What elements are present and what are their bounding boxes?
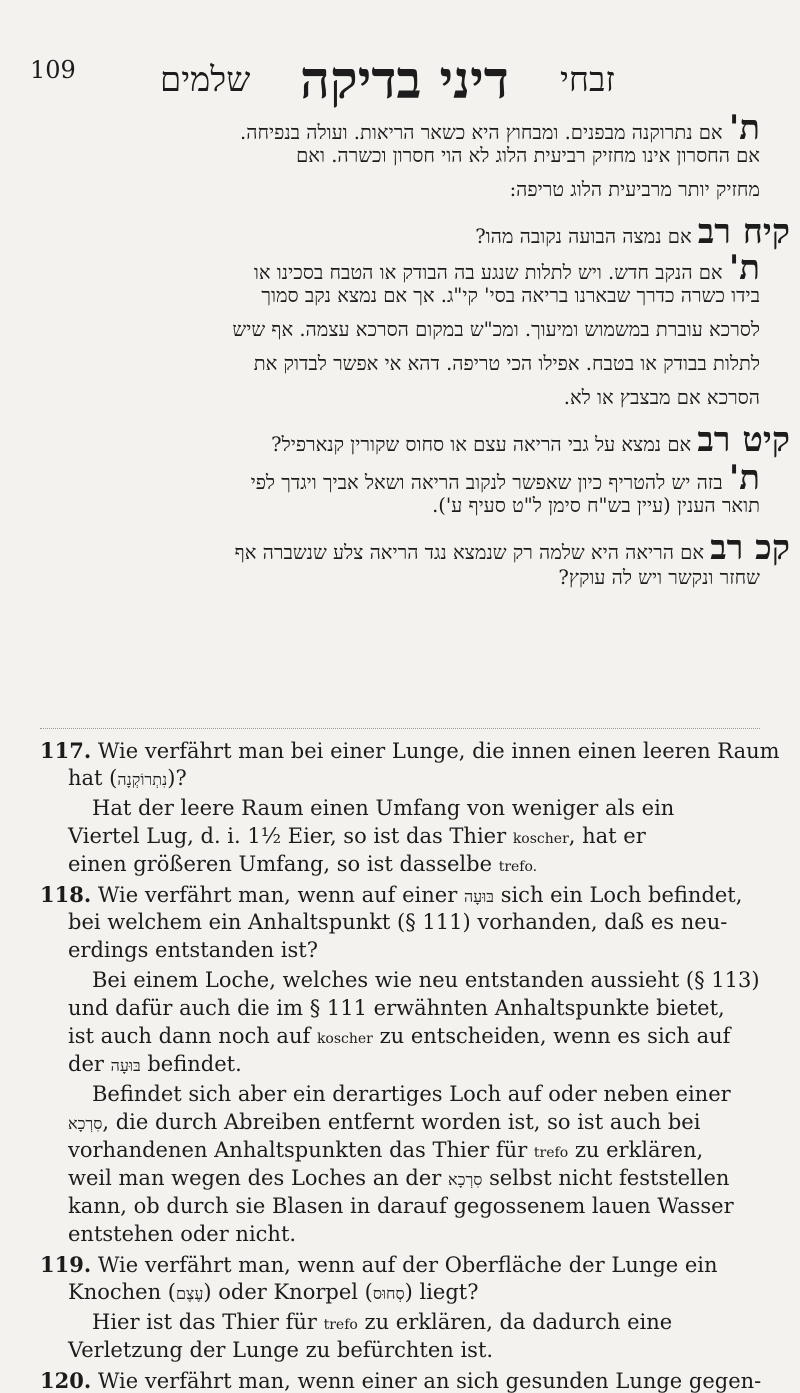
hebrew-text: שחזר ונקשר ויש לה עוקץ? [558,566,760,589]
hebrew-text: בידו כשרה כדרך שבארנו בריאה בסי' קי"ג. אך אם נמצא נקב סמוך [261,284,760,307]
hebrew-label: ת' [728,108,760,148]
answer-119: Verletzung der Lunge zu befürchten ist. [68,1338,494,1362]
question-120: 120. Wie verfährt man, wenn einer an sich gesunden Lunge gegen- [40,1368,762,1393]
answer-117: Viertel Lug, d. i. 1½ Eier, so ist das Thier koscher, hat er [68,824,646,848]
answer-118: weil man wegen des Loches an der סִרְכָא selbst nicht feststellen [68,1166,730,1190]
hebrew-label: ת' [728,248,760,288]
question-117-cont: hat (נִתְרוֹקְנָה)? [68,766,187,790]
hebrew-text: הסרכא אם מבצבץ או לא. [563,386,760,409]
hebrew-text: מחזיק יותר מרביעית הלוג טריפה: [509,178,760,201]
hebrew-label: קכ רב [710,528,790,568]
hebrew-line [251,458,760,498]
hebrew-text: לתלות בבודק או בטבח. אפילו הכי טריפה. דהא אי אפשר לבדוק את [253,352,760,375]
hebrew-line [254,248,760,288]
answer-119: Hier ist das Thier für trefo zu erklären, da dadurch eine [92,1310,673,1334]
answer-118: סִרְכָא, die durch Abreiben entfernt worden ist, so ist auch bei [68,1110,701,1134]
hebrew-label: קיט רב [697,420,790,460]
hebrew-line [271,420,790,460]
answer-118: kann, ob durch sie Blasen in darauf gegossenem lauen Wasser [68,1194,734,1218]
answer-118: der בּוּעָה befindet. [68,1052,242,1076]
answer-118: Befindet sich aber ein derartiges Loch auf oder neben einer [92,1082,731,1106]
page-number: 109 [30,56,76,84]
hebrew-line [232,318,760,342]
page-title: דיני בדיקה [300,50,509,111]
hebrew-text: תואר הענין (עיין בש"ח סימן ל"ט סעיף ע'). [432,494,760,517]
header-right-word: זבחי [560,60,615,100]
hebrew-text: אם החסרון אינו מחזיק רביעית הלוג לא הוי חסרון וכשרה. ואם [296,144,760,167]
hebrew-text: אם נתרוקנה מבפנים. ומבחוץ היא כשאר הריאות. ועולה בנפיחה. [240,121,723,144]
question-118-cont: bei welchem ein Anhaltspunkt (§ 111) vorhanden, daß es neu- [68,910,728,934]
answer-118: entstehen oder nicht. [68,1222,297,1246]
hebrew-text: לסרכא עוברת במשמוש ומיעוך. ומכ"ש במקום הסרכא עצמה. אף שיש [232,318,760,341]
hebrew-label: ת' [728,458,760,498]
header-left-word: שלמים [160,60,251,100]
hebrew-line [510,178,760,202]
question-118-cont: erdings entstanden ist? [68,938,318,962]
answer-118: und dafür auch die im § 111 erwähnten Anhaltspunkte bietet, [68,996,725,1020]
hebrew-label: קיח רב [697,212,790,252]
hebrew-text: אם נמצא על גבי הריאה עצם או סחוס שקורין קנארפיל? [271,433,692,456]
hebrew-line [432,494,760,518]
question-118: 118. Wie verfährt man, wenn auf einer בּוּעָה sich ein Loch befindet, [40,882,743,907]
hebrew-line [296,144,760,168]
question-119-cont: Knochen (עֶצֶם) oder Knorpel (סְחוּס) liegt? [68,1280,479,1304]
hebrew-line [564,386,760,410]
hebrew-line [475,212,790,252]
question-119: 119. Wie verfährt man, wenn auf der Oberfläche der Lunge ein [40,1252,718,1277]
answer-117: einen größeren Umfang, so ist dasselbe trefo. [68,852,538,876]
hebrew-line [261,284,760,308]
hebrew-line [235,528,790,568]
answer-118: ist auch dann noch auf koscher zu entscheiden, wenn es sich auf [68,1024,731,1048]
question-117: 117. Wie verfährt man bei einer Lunge, die innen einen leeren Raum [40,738,780,763]
answer-117: Hat der leere Raum einen Umfang von weniger als ein [92,796,675,820]
hebrew-line [558,566,760,590]
hebrew-line [240,108,760,148]
hebrew-text: אם נמצה הבועה נקובה מהו? [475,225,692,248]
hebrew-text: בזה יש להטריף כיון שאפשר לנקוב הריאה ושאל אביך ויגדך לפי [250,471,723,494]
answer-118: Bei einem Loche, welches wie neu entstanden aussieht (§ 113) [92,968,760,992]
section-divider [40,728,760,729]
hebrew-text: אם הנקב חדש. ויש לתלות שנגע בה הבודק או הטבח בסכינו או [253,261,723,284]
hebrew-text: אם הריאה היא שלמה רק שנמצא נגד הריאה צלע שנשברה אף [234,541,705,564]
answer-118: vorhandenen Anhaltspunkten das Thier für trefo zu erklären, [68,1138,704,1162]
hebrew-line [254,352,760,376]
